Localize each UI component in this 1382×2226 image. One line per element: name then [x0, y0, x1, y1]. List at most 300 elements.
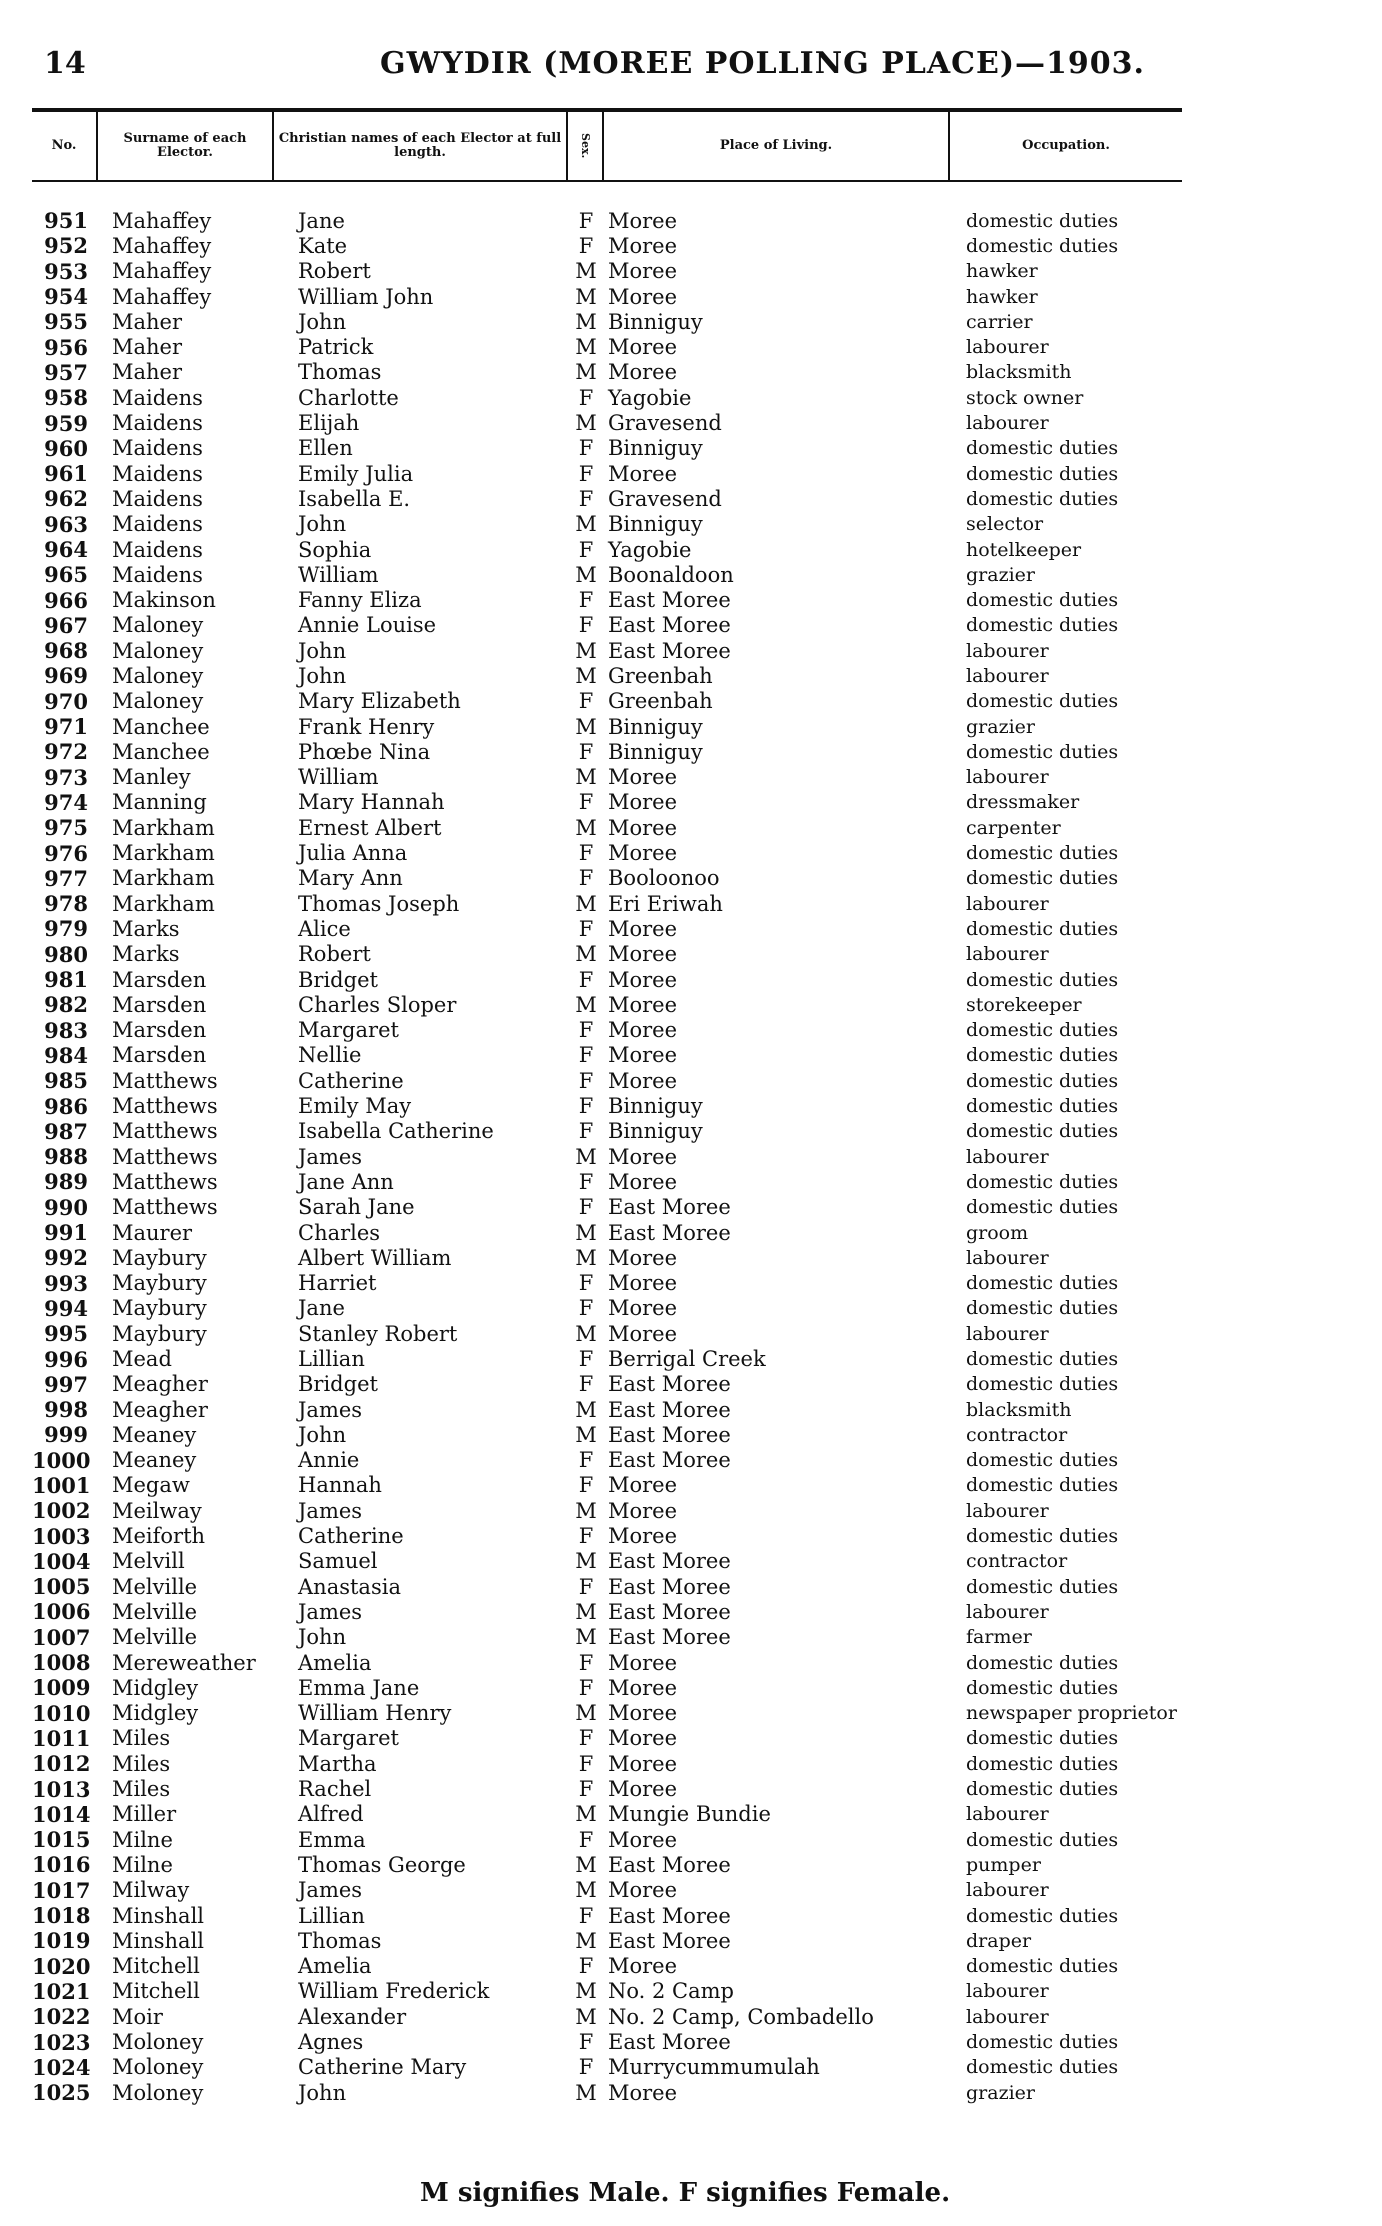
elector-sex: F — [578, 1347, 594, 1371]
elector-christian-names: Alice — [298, 916, 351, 941]
elector-place: Greenbah — [608, 663, 713, 688]
elector-sex: F — [578, 1094, 594, 1119]
table-row — [32, 1498, 1182, 1523]
elector-sex: M — [575, 1852, 597, 1877]
column-header-occupation: Occupation. — [1022, 138, 1110, 153]
elector-sex: F — [578, 1119, 594, 1144]
elector-number: 1013 — [32, 1776, 91, 1802]
elector-occupation: labourer — [966, 892, 1049, 915]
table-row — [32, 1119, 1182, 1144]
elector-sex: M — [575, 562, 597, 587]
elector-surname: Meiforth — [112, 1524, 206, 1549]
elector-christian-names: Jane Ann — [298, 1169, 394, 1194]
elector-occupation: newspaper proprietor — [966, 1702, 1177, 1725]
elector-christian-names: John — [298, 1625, 347, 1650]
elector-place: Berrigal Creek — [608, 1347, 766, 1371]
elector-number: 1003 — [32, 1523, 91, 1549]
elector-surname: Maloney — [112, 638, 204, 663]
elector-sex: M — [575, 411, 597, 436]
elector-place: East Moree — [608, 2030, 731, 2055]
elector-christian-names: Catherine Mary — [298, 2055, 467, 2080]
elector-place: Moree — [608, 1498, 678, 1523]
elector-surname: Maher — [112, 335, 183, 360]
elector-number: 978 — [44, 891, 88, 917]
elector-surname: Manning — [112, 790, 207, 815]
table-row — [32, 334, 1182, 359]
elector-christian-names: Harriet — [298, 1271, 377, 1296]
elector-occupation: domestic duties — [966, 1373, 1119, 1396]
elector-surname: Miles — [112, 1726, 171, 1751]
elector-sex: M — [575, 1928, 597, 1953]
elector-occupation: draper — [966, 1929, 1032, 1952]
elector-place: East Moree — [608, 1928, 731, 1953]
elector-sex: F — [578, 739, 594, 764]
elector-occupation: domestic duties — [966, 1196, 1119, 1219]
elector-sex: M — [575, 1220, 597, 1245]
elector-christian-names: John — [298, 1422, 347, 1447]
elector-occupation: labourer — [966, 1600, 1049, 1623]
elector-number: 987 — [44, 1118, 88, 1144]
sex-legend: M signifies Male. F signifies Female. — [420, 2178, 951, 2208]
elector-surname: Mead — [112, 1347, 172, 1371]
elector-number: 964 — [44, 537, 88, 562]
elector-place: Moree — [608, 942, 678, 967]
elector-number: 1001 — [32, 1472, 91, 1498]
elector-surname: Maidens — [112, 461, 203, 486]
elector-christian-names: Annie — [298, 1448, 360, 1473]
table-row — [32, 1043, 1182, 1068]
table-row — [32, 1397, 1182, 1422]
table-row — [32, 1878, 1182, 1903]
elector-sex: F — [578, 1675, 594, 1700]
elector-sex: F — [578, 233, 594, 258]
elector-surname: Marsden — [112, 967, 207, 992]
table-row — [32, 233, 1182, 258]
elector-occupation: grazier — [966, 563, 1035, 586]
elector-christian-names: James — [298, 1878, 363, 1903]
elector-number: 1025 — [32, 2080, 91, 2106]
elector-surname: Meaney — [112, 1448, 197, 1473]
elector-number: 967 — [44, 612, 88, 638]
elector-place: East Moree — [608, 1625, 731, 1650]
elector-christian-names: James — [298, 1397, 363, 1422]
elector-place: Moree — [608, 1018, 678, 1043]
elector-number: 977 — [44, 865, 88, 891]
elector-surname: Manley — [112, 765, 191, 790]
elector-christian-names: William Henry — [298, 1701, 452, 1726]
elector-sex: F — [578, 486, 594, 511]
table-row — [32, 1650, 1182, 1675]
elector-christian-names: Isabella Catherine — [298, 1119, 494, 1144]
elector-sex: F — [578, 1777, 594, 1802]
elector-surname: Mahaffey — [112, 233, 212, 258]
elector-surname: Marsden — [112, 1018, 207, 1043]
elector-place: Yagobie — [608, 385, 692, 410]
elector-number: 1022 — [32, 2004, 91, 2030]
elector-surname: Maybury — [112, 1271, 207, 1296]
elector-number: 1000 — [32, 1447, 91, 1473]
elector-sex: M — [575, 1802, 597, 1827]
elector-occupation: domestic duties — [966, 968, 1119, 991]
elector-surname: Meaney — [112, 1422, 197, 1447]
elector-place: Moree — [608, 360, 678, 385]
page-number: 14 — [44, 46, 86, 81]
elector-number: 1017 — [32, 1877, 91, 1903]
elector-christian-names: Thomas — [298, 1928, 382, 1953]
elector-christian-names: Charles Sloper — [298, 992, 457, 1017]
elector-occupation: pumper — [966, 1853, 1041, 1876]
elector-sex: F — [578, 1954, 594, 1979]
elector-occupation: domestic duties — [966, 589, 1119, 612]
elector-place: Moree — [608, 284, 678, 309]
elector-occupation: domestic duties — [966, 1120, 1119, 1143]
elector-surname: Midgley — [112, 1701, 199, 1726]
elector-occupation: groom — [966, 1221, 1029, 1244]
elector-christian-names: James — [298, 1498, 363, 1523]
elector-surname: Melville — [112, 1625, 198, 1650]
elector-sex: F — [578, 613, 594, 638]
elector-occupation: grazier — [966, 715, 1035, 738]
elector-occupation: domestic duties — [966, 1095, 1119, 1118]
elector-sex: M — [575, 1549, 597, 1574]
table-row — [32, 1827, 1182, 1852]
table-row — [32, 1195, 1182, 1220]
elector-christian-names: Frank Henry — [298, 714, 435, 739]
elector-occupation: labourer — [966, 1246, 1049, 1269]
elector-place: Moree — [608, 967, 678, 992]
table-row — [32, 1599, 1182, 1624]
elector-surname: Maidens — [112, 436, 203, 461]
table-row — [32, 1144, 1182, 1169]
elector-christian-names: Charlotte — [298, 385, 399, 410]
table-row — [32, 1270, 1182, 1295]
elector-number: 958 — [44, 385, 88, 411]
elector-surname: Maher — [112, 360, 183, 385]
table-row — [32, 1903, 1182, 1928]
elector-number: 961 — [44, 461, 88, 487]
elector-place: Moree — [608, 1144, 678, 1169]
elector-occupation: domestic duties — [966, 1019, 1119, 1042]
elector-christian-names: Isabella E. — [298, 486, 411, 511]
elector-place: Gravesend — [608, 486, 722, 511]
elector-number: 953 — [44, 258, 88, 284]
elector-christian-names: Margaret — [298, 1726, 399, 1751]
table-row — [32, 613, 1182, 638]
elector-number: 980 — [44, 941, 88, 967]
elector-surname: Miles — [112, 1777, 171, 1802]
elector-number: 979 — [44, 916, 88, 942]
elector-place: East Moree — [608, 1397, 731, 1422]
elector-place: East Moree — [608, 1852, 731, 1877]
elector-place: Moree — [608, 2080, 678, 2105]
table-row — [32, 2080, 1182, 2105]
table-row — [32, 587, 1182, 612]
elector-surname: Maurer — [112, 1220, 193, 1245]
table-row — [32, 410, 1182, 435]
elector-place: Moree — [608, 916, 678, 941]
table-row — [32, 1448, 1182, 1473]
elector-place: Gravesend — [608, 411, 722, 436]
elector-number: 1011 — [32, 1725, 91, 1751]
elector-surname: Milne — [112, 1827, 173, 1852]
elector-number: 990 — [44, 1194, 88, 1220]
elector-sex: M — [575, 1422, 597, 1447]
elector-christian-names: Lillian — [298, 1347, 365, 1371]
elector-sex: F — [578, 1650, 594, 1675]
elector-place: Moree — [608, 1751, 678, 1776]
elector-number: 995 — [44, 1321, 88, 1347]
elector-christian-names: Martha — [298, 1751, 377, 1776]
elector-place: Binniguy — [608, 739, 703, 764]
elector-number: 970 — [44, 688, 88, 714]
elector-sex: F — [578, 1524, 594, 1549]
elector-place: Moree — [608, 208, 678, 233]
elector-surname: Meagher — [112, 1397, 208, 1422]
elector-occupation: contractor — [966, 1550, 1068, 1573]
elector-occupation: domestic duties — [966, 1525, 1119, 1548]
elector-christian-names: Catherine — [298, 1068, 404, 1093]
elector-sex: M — [575, 1599, 597, 1624]
table-row — [32, 638, 1182, 663]
elector-number: 1016 — [32, 1852, 91, 1878]
elector-sex: M — [575, 714, 597, 739]
elector-place: East Moree — [608, 1574, 731, 1599]
elector-christian-names: Catherine — [298, 1524, 404, 1549]
elector-christian-names: Anastasia — [298, 1574, 401, 1599]
column-header-row — [32, 108, 1182, 182]
elector-occupation: domestic duties — [966, 1955, 1119, 1978]
table-row — [32, 1852, 1182, 1877]
elector-sex: F — [578, 2030, 594, 2055]
table-row — [32, 992, 1182, 1017]
elector-place: Moree — [608, 1296, 678, 1321]
table-row — [32, 1321, 1182, 1346]
table-row — [32, 916, 1182, 941]
elector-christian-names: Rachel — [298, 1777, 372, 1802]
elector-occupation: carrier — [966, 310, 1033, 333]
elector-occupation: labourer — [966, 1322, 1049, 1345]
elector-surname: Mereweather — [112, 1650, 256, 1675]
elector-christian-names: John — [298, 2080, 347, 2105]
elector-sex: F — [578, 1271, 594, 1296]
elector-christian-names: Sophia — [298, 537, 372, 562]
table-row — [32, 1776, 1182, 1801]
table-row — [32, 1726, 1182, 1751]
elector-sex: F — [578, 1448, 594, 1473]
elector-christian-names: Robert — [298, 259, 371, 284]
elector-christian-names: Stanley Robert — [298, 1321, 458, 1346]
elector-place: Moree — [608, 1726, 678, 1751]
elector-place: East Moree — [608, 1372, 731, 1397]
table-row — [32, 2055, 1182, 2080]
elector-place: Boonaldoon — [608, 562, 734, 587]
elector-sex: M — [575, 942, 597, 967]
elector-surname: Mahaffey — [112, 208, 212, 233]
elector-sex: M — [575, 259, 597, 284]
elector-number: 973 — [44, 764, 88, 790]
table-row — [32, 891, 1182, 916]
table-row — [32, 1802, 1182, 1827]
elector-christian-names: Lillian — [298, 1903, 365, 1928]
elector-occupation: domestic duties — [966, 462, 1119, 485]
elector-occupation: domestic duties — [966, 1474, 1119, 1497]
table-row — [32, 562, 1182, 587]
elector-place: East Moree — [608, 1220, 731, 1245]
elector-occupation: carpenter — [966, 816, 1061, 839]
elector-number: 1019 — [32, 1928, 91, 1954]
elector-christian-names: William Frederick — [298, 1979, 490, 2004]
elector-number: 965 — [44, 562, 88, 588]
column-header-surname: Surname of each Elector. — [98, 112, 274, 180]
elector-sex: M — [575, 1979, 597, 2004]
elector-occupation: domestic duties — [966, 1170, 1119, 1193]
elector-sex: F — [578, 1574, 594, 1599]
elector-place: East Moree — [608, 588, 731, 613]
elector-occupation: dressmaker — [966, 791, 1080, 814]
elector-christian-names: Patrick — [298, 335, 374, 360]
elector-surname: Minshall — [112, 1928, 204, 1953]
elector-place: East Moree — [608, 1549, 731, 1574]
elector-occupation: hawker — [966, 260, 1038, 283]
elector-sex: M — [575, 1701, 597, 1726]
elector-surname: Maidens — [112, 537, 203, 562]
table-row — [32, 309, 1182, 334]
elector-surname: Moloney — [112, 2080, 204, 2105]
elector-christian-names: Amelia — [298, 1650, 372, 1675]
elector-number: 971 — [44, 714, 88, 740]
elector-number: 992 — [44, 1245, 88, 1271]
elector-place: Moree — [608, 1169, 678, 1194]
elector-number: 966 — [44, 587, 88, 613]
elector-surname: Maher — [112, 309, 183, 334]
elector-sex: M — [575, 638, 597, 663]
elector-christian-names: Emily Julia — [298, 461, 414, 486]
elector-sex: F — [578, 841, 594, 866]
elector-number: 963 — [44, 511, 88, 537]
elector-occupation: labourer — [966, 1145, 1049, 1168]
elector-christian-names: John — [298, 663, 347, 688]
elector-sex: F — [578, 866, 594, 891]
elector-sex: M — [575, 284, 597, 309]
elector-christian-names: Hannah — [298, 1473, 382, 1498]
elector-number: 989 — [44, 1169, 88, 1195]
elector-sex: F — [578, 588, 594, 613]
elector-number: 1023 — [32, 2029, 91, 2055]
elector-sex: F — [578, 537, 594, 562]
elector-sex: F — [578, 2055, 594, 2080]
table-row — [32, 967, 1182, 992]
elector-surname: Maloney — [112, 663, 204, 688]
elector-place: Yagobie — [608, 537, 692, 562]
table-row — [32, 663, 1182, 688]
elector-surname: Maidens — [112, 562, 203, 587]
elector-surname: Minshall — [112, 1903, 204, 1928]
table-row — [32, 790, 1182, 815]
elector-surname: Miller — [112, 1802, 177, 1827]
elector-christian-names: Nellie — [298, 1043, 362, 1068]
elector-number: 972 — [44, 739, 88, 765]
elector-occupation: domestic duties — [966, 842, 1119, 865]
elector-place: Moree — [608, 1524, 678, 1549]
elector-christian-names: Kate — [298, 233, 348, 258]
elector-place: Moree — [608, 1321, 678, 1346]
elector-number: 951 — [44, 208, 88, 234]
elector-christian-names: Mary Ann — [298, 866, 403, 891]
elector-place: Moree — [608, 790, 678, 815]
elector-occupation: domestic duties — [966, 1069, 1119, 1092]
elector-sex: F — [578, 385, 594, 410]
table-row — [32, 1473, 1182, 1498]
elector-surname: Maloney — [112, 689, 204, 714]
table-row — [32, 1346, 1182, 1371]
elector-occupation: domestic duties — [966, 867, 1119, 890]
elector-surname: Moloney — [112, 2030, 204, 2055]
elector-sex: M — [575, 765, 597, 790]
elector-sex: M — [575, 309, 597, 334]
elector-surname: Maidens — [112, 512, 203, 537]
elector-sex: F — [578, 967, 594, 992]
elector-sex: F — [578, 1751, 594, 1776]
elector-surname: Midgley — [112, 1675, 199, 1700]
elector-sex: F — [578, 1903, 594, 1928]
elector-occupation: domestic duties — [966, 1904, 1119, 1927]
elector-number: 997 — [44, 1371, 88, 1397]
table-row — [32, 385, 1182, 410]
elector-number: 1006 — [32, 1599, 91, 1625]
elector-occupation: domestic duties — [966, 437, 1119, 460]
elector-number: 985 — [44, 1068, 88, 1094]
table-row — [32, 1928, 1182, 1953]
elector-place: Moree — [608, 1777, 678, 1802]
elector-occupation: domestic duties — [966, 1651, 1119, 1674]
elector-place: Binniguy — [608, 436, 703, 461]
elector-place: Moree — [608, 233, 678, 258]
elector-surname: Meagher — [112, 1372, 208, 1397]
elector-occupation: domestic duties — [966, 1575, 1119, 1598]
elector-occupation: storekeeper — [966, 993, 1082, 1016]
elector-occupation: domestic duties — [966, 234, 1119, 257]
elector-surname: Matthews — [112, 1094, 218, 1119]
elector-christian-names: Agnes — [298, 2030, 364, 2055]
elector-surname: Mahaffey — [112, 284, 212, 309]
elector-christian-names: James — [298, 1144, 363, 1169]
elector-surname: Markham — [112, 841, 215, 866]
table-row — [32, 765, 1182, 790]
table-row — [32, 1523, 1182, 1548]
table-row — [32, 815, 1182, 840]
elector-christian-names: Charles — [298, 1220, 381, 1245]
page-title: GWYDIR (MOREE POLLING PLACE)—1903. — [380, 46, 1146, 81]
elector-number: 959 — [44, 410, 88, 436]
elector-christian-names: Julia Anna — [298, 841, 408, 866]
elector-number: 956 — [44, 334, 88, 360]
elector-occupation: domestic duties — [966, 740, 1119, 763]
elector-number: 986 — [44, 1093, 88, 1119]
elector-sex: M — [575, 2080, 597, 2105]
elector-christian-names: Thomas George — [298, 1852, 466, 1877]
elector-occupation: domestic duties — [966, 1676, 1119, 1699]
elector-place: Binniguy — [608, 512, 703, 537]
table-row — [32, 360, 1182, 385]
elector-place: Moree — [608, 1954, 678, 1979]
column-header-christian-names: Christian names of each Elector at full length. — [274, 112, 568, 180]
elector-surname: Matthews — [112, 1119, 218, 1144]
elector-place: Moree — [608, 1675, 678, 1700]
elector-sex: F — [578, 1473, 594, 1498]
elector-christian-names: Alfred — [298, 1802, 364, 1827]
elector-number: 1009 — [32, 1675, 91, 1701]
table-row — [32, 840, 1182, 865]
